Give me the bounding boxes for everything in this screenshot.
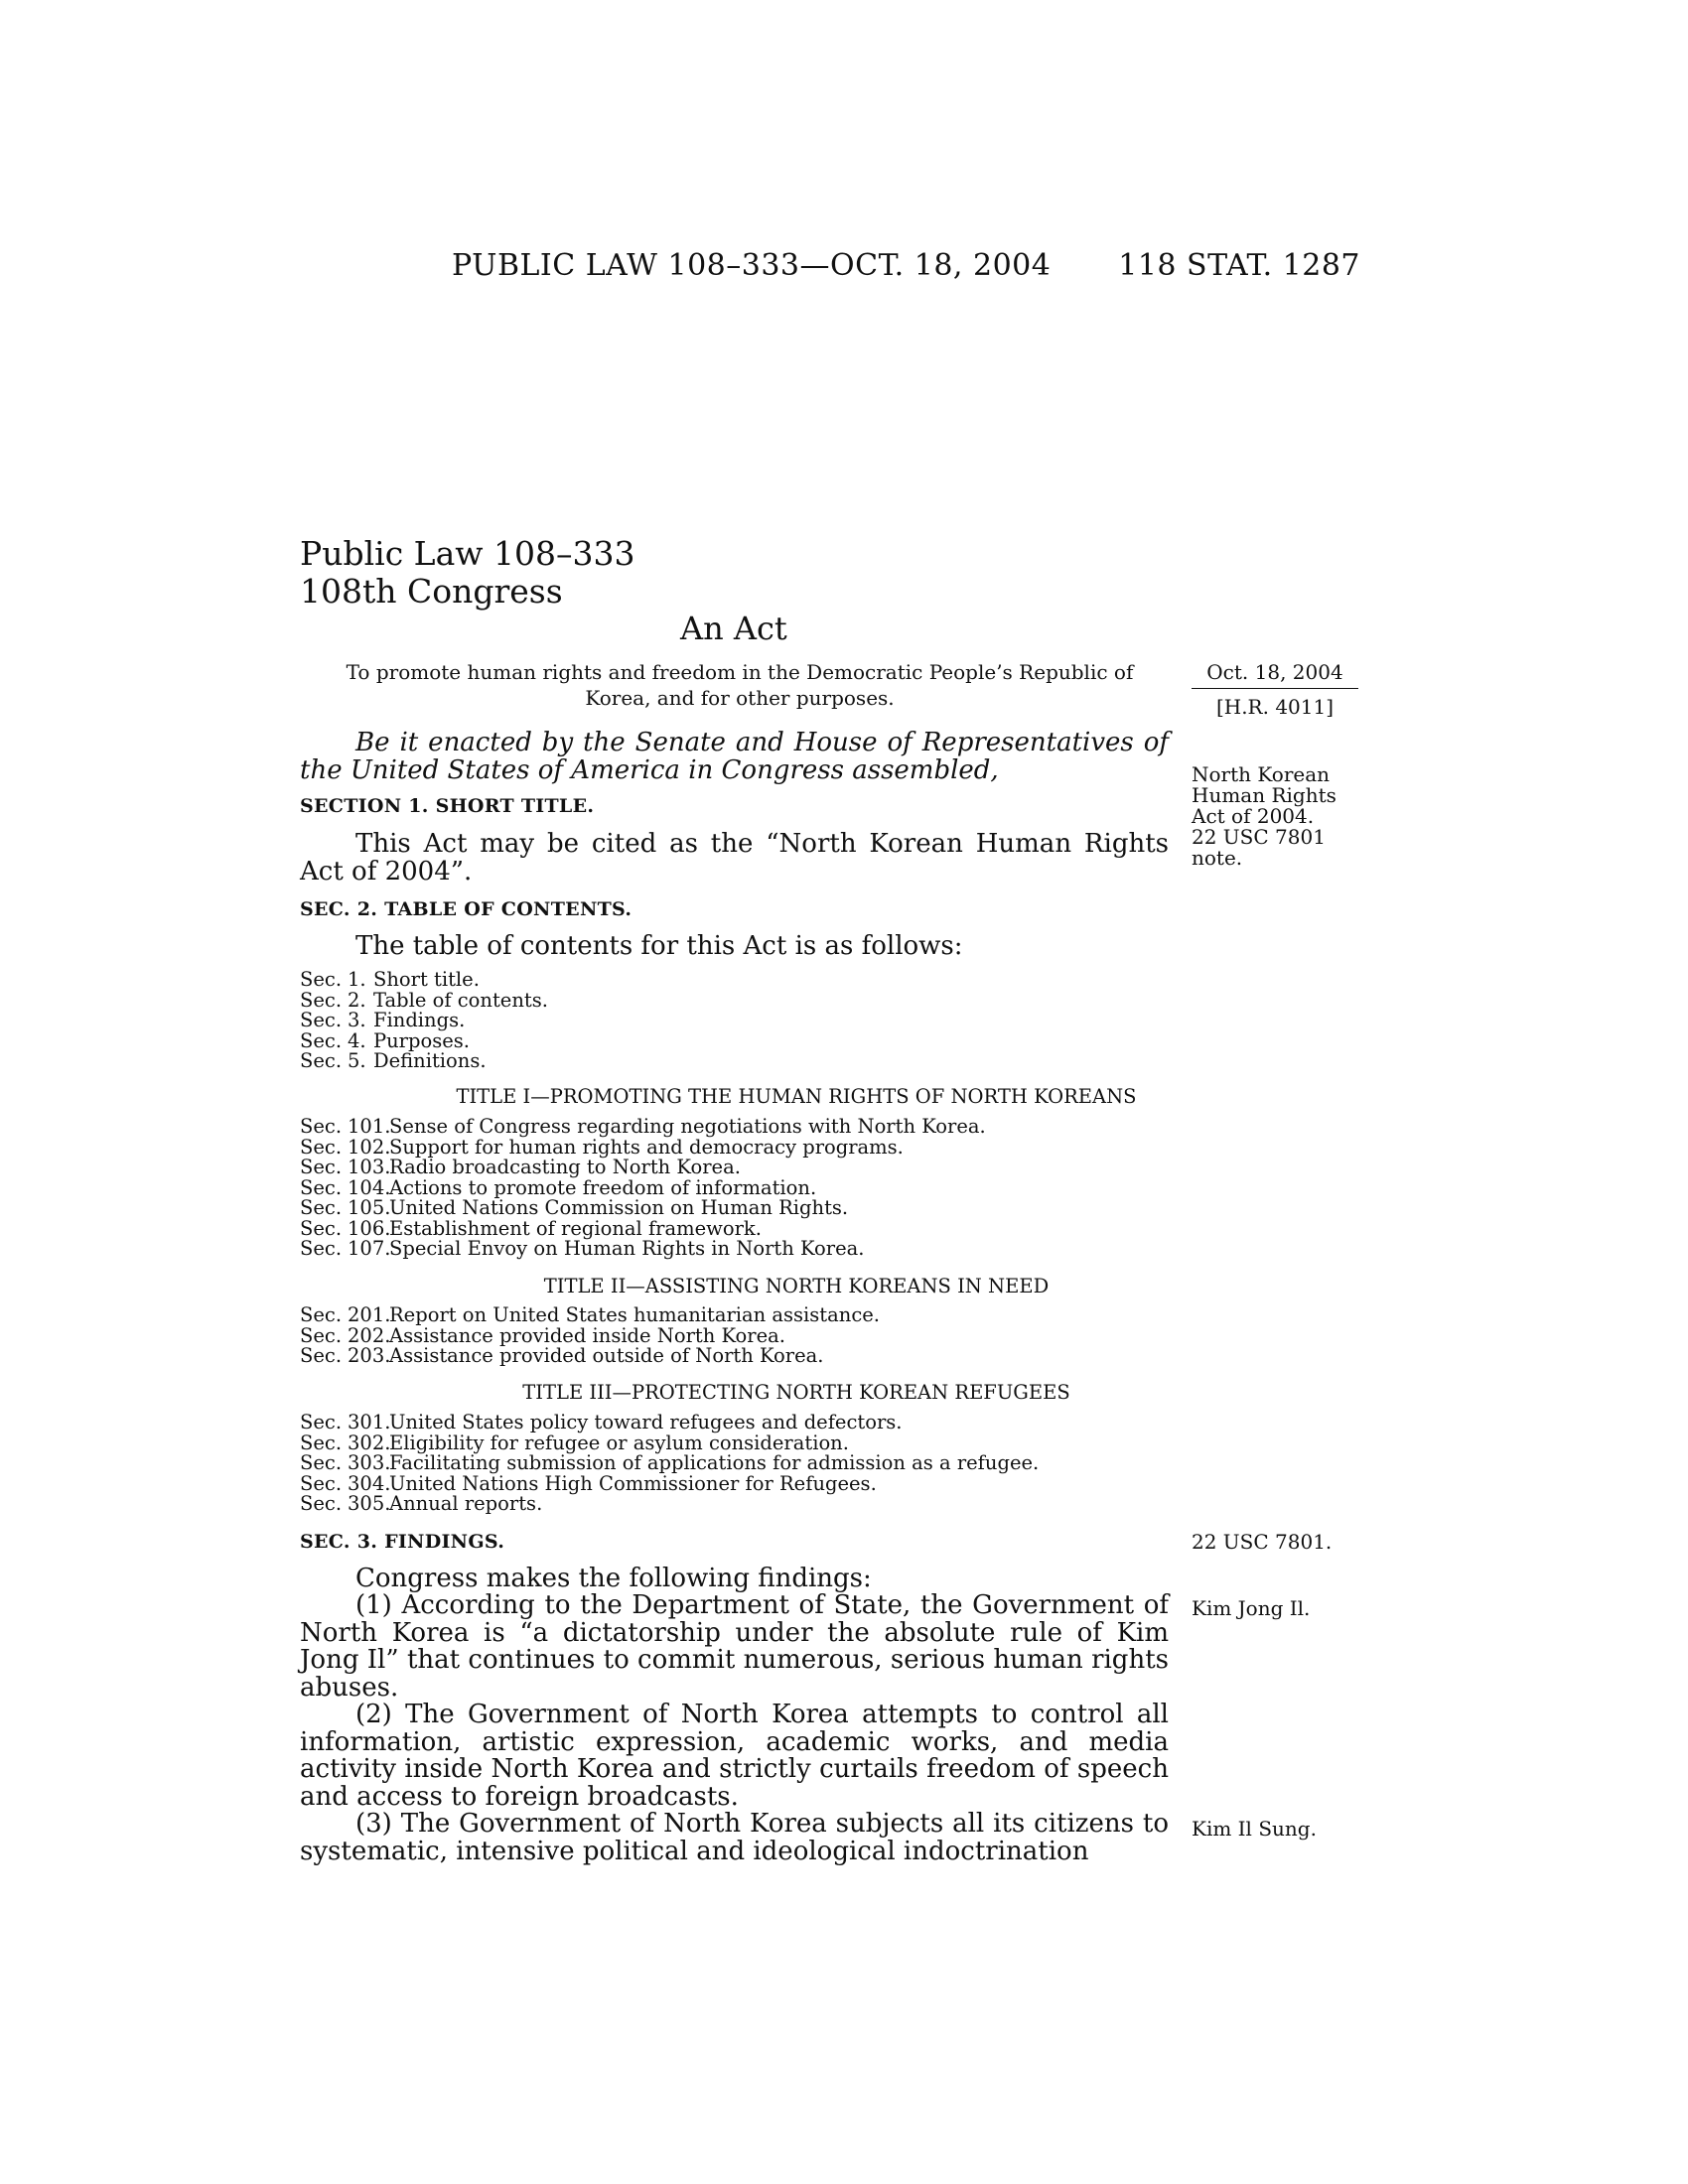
toc-entry-title: United Nations High Commissioner for Refugees. bbox=[389, 1471, 877, 1495]
finding-2: (2) The Government of North Korea attempts to control all information, artistic expression, academic works, and media activity inside North Korea and strictly curtails freedom of speech and access to foreign broadcasts. bbox=[300, 1700, 1169, 1812]
toc-entry bbox=[300, 1494, 1194, 1515]
toc-number: 201. bbox=[348, 1303, 391, 1326]
margin-note-line: note. bbox=[1192, 846, 1243, 870]
toc-sec-label: Sec. bbox=[300, 1028, 343, 1052]
toc-sec-label: Sec. bbox=[300, 1323, 343, 1347]
toc-number: 3. bbox=[348, 1009, 366, 1031]
toc-sec-label: Sec. bbox=[300, 1156, 343, 1178]
toc-entry bbox=[300, 1305, 1194, 1326]
toc-title-1-list bbox=[300, 1117, 1194, 1260]
toc-number: 304. bbox=[348, 1471, 391, 1495]
toc-sec-label: Sec. bbox=[300, 1344, 343, 1367]
act-purpose: To promote human rights and freedom in the Democratic People’s Republic of Korea, and for other purposes. bbox=[346, 660, 1134, 710]
toc-sec-label: Sec. bbox=[300, 1175, 343, 1199]
section-3-margin-note: 22 USC 7801. bbox=[1192, 1530, 1333, 1554]
margin-note-line: 22 USC 7801 bbox=[1192, 825, 1326, 849]
enacting-clause: Be it enacted by the Senate and House of Representatives of the United States of America in Congress assembled, bbox=[300, 728, 1169, 785]
toc-sec-label: Sec. bbox=[300, 1196, 343, 1219]
toc-sec-label: Sec. bbox=[300, 1009, 343, 1031]
toc-entry-title: Support for human rights and democracy programs. bbox=[389, 1135, 904, 1159]
toc-entry bbox=[300, 1216, 1194, 1240]
statute-page-number: 118 STAT. 1287 bbox=[1118, 248, 1360, 283]
toc-number: 106. bbox=[348, 1216, 391, 1240]
toc-sec-label: Sec. bbox=[300, 1216, 343, 1240]
toc-number: 302. bbox=[348, 1431, 391, 1454]
toc-sec-label: Sec. bbox=[300, 1451, 343, 1474]
section-1-text: This Act may be cited as the “North Korean Human Rights Act of 2004”. bbox=[300, 829, 1169, 887]
section-2-intro: The table of contents for this Act is as follows: bbox=[355, 931, 963, 961]
toc-number: 305. bbox=[348, 1492, 391, 1515]
toc-entry-title: Eligibility for refugee or asylum consideration. bbox=[389, 1431, 849, 1454]
section-1-heading: SECTION 1. SHORT TITLE. bbox=[300, 795, 595, 817]
toc-entry bbox=[300, 1453, 1194, 1474]
toc-entry-title: Sense of Congress regarding negotiations with North Korea. bbox=[389, 1115, 986, 1138]
margin-note-line: North Korean bbox=[1192, 762, 1331, 786]
toc-title-3-list bbox=[300, 1413, 1194, 1515]
toc-entry-title: Purposes. bbox=[373, 1028, 470, 1052]
toc-entry-title: United States policy toward refugees and defectors. bbox=[389, 1411, 903, 1433]
toc-entry-title: United Nations Commission on Human Rights. bbox=[389, 1196, 849, 1219]
margin-note-line: Human Rights bbox=[1192, 783, 1336, 807]
toc-number: 303. bbox=[348, 1451, 391, 1474]
toc-entry-title: Definitions. bbox=[373, 1049, 487, 1072]
enactment-date-note: Oct. 18, 2004 bbox=[1206, 660, 1343, 684]
toc-title-1-heading: TITLE I—PROMOTING THE HUMAN RIGHTS OF NORTH KOREANS bbox=[456, 1085, 1137, 1108]
toc-entry bbox=[300, 1471, 1194, 1495]
finding-3: (3) The Government of North Korea subjects all its citizens to systematic, intensive political and ideological indoctrination bbox=[300, 1809, 1169, 1866]
toc-sec-label: Sec. bbox=[300, 1411, 343, 1433]
toc-entry-title: Findings. bbox=[373, 1009, 466, 1031]
toc-sec-label: Sec. bbox=[300, 1471, 343, 1495]
toc-general-list bbox=[300, 970, 1194, 1072]
act-heading: An Act bbox=[680, 610, 787, 647]
toc-entry-title: Annual reports. bbox=[389, 1492, 543, 1515]
toc-number: 101. bbox=[348, 1115, 391, 1138]
running-head: PUBLIC LAW 108–333—OCT. 18, 2004 bbox=[452, 248, 1052, 283]
toc-entry bbox=[300, 1239, 1194, 1260]
toc-number: 104. bbox=[348, 1175, 391, 1199]
toc-number: 2. bbox=[348, 988, 366, 1012]
toc-entry-title: Actions to promote freedom of information. bbox=[389, 1175, 817, 1199]
section-3-heading: SEC. 3. FINDINGS. bbox=[300, 1531, 505, 1553]
toc-entry bbox=[300, 988, 1194, 1012]
toc-entry-title: Short title. bbox=[373, 968, 480, 991]
toc-entry bbox=[300, 1198, 1194, 1219]
toc-title-2-heading: TITLE II—ASSISTING NORTH KOREANS IN NEED bbox=[543, 1275, 1050, 1297]
toc-sec-label: Sec. bbox=[300, 1237, 343, 1260]
toc-sec-label: Sec. bbox=[300, 988, 343, 1012]
toc-entry-title: Radio broadcasting to North Korea. bbox=[389, 1156, 741, 1178]
toc-number: 203. bbox=[348, 1344, 391, 1367]
margin-note-line: Act of 2004. bbox=[1192, 804, 1315, 828]
margin-rule bbox=[1192, 688, 1358, 689]
toc-entry bbox=[300, 1413, 1194, 1433]
toc-sec-label: Sec. bbox=[300, 1135, 343, 1159]
toc-sec-label: Sec. bbox=[300, 968, 343, 991]
toc-entry bbox=[300, 1011, 1194, 1031]
toc-number: 102. bbox=[348, 1135, 391, 1159]
bill-number-note: [H.R. 4011] bbox=[1215, 695, 1335, 719]
toc-sec-label: Sec. bbox=[300, 1115, 343, 1138]
toc-sec-label: Sec. bbox=[300, 1492, 343, 1515]
toc-entry bbox=[300, 1135, 1194, 1159]
finding-3-margin-note: Kim Il Sung. bbox=[1192, 1817, 1317, 1841]
toc-entry-title: Report on United States humanitarian assistance. bbox=[389, 1303, 880, 1326]
congress-label: 108th Congress bbox=[300, 572, 563, 611]
toc-entry bbox=[300, 1117, 1194, 1138]
toc-number: 105. bbox=[348, 1196, 391, 1219]
finding-1-margin-note: Kim Jong Il. bbox=[1192, 1596, 1311, 1620]
toc-number: 301. bbox=[348, 1411, 391, 1433]
toc-entry bbox=[300, 1346, 1194, 1367]
toc-entry-title: Table of contents. bbox=[373, 988, 548, 1012]
toc-entry-title: Facilitating submission of applications for admission as a refugee. bbox=[389, 1451, 1040, 1474]
toc-entry bbox=[300, 1051, 1194, 1072]
toc-number: 107. bbox=[348, 1237, 391, 1260]
toc-entry bbox=[300, 970, 1194, 991]
toc-sec-label: Sec. bbox=[300, 1431, 343, 1454]
toc-entry-title: Assistance provided outside of North Korea. bbox=[389, 1344, 824, 1367]
section-1-margin-note bbox=[1192, 764, 1350, 869]
findings-intro: Congress makes the following findings: bbox=[355, 1564, 872, 1593]
toc-sec-label: Sec. bbox=[300, 1049, 343, 1072]
toc-sec-label: Sec. bbox=[300, 1303, 343, 1326]
toc-title-3-heading: TITLE III—PROTECTING NORTH KOREAN REFUGEES bbox=[522, 1381, 1070, 1404]
section-2-heading: SEC. 2. TABLE OF CONTENTS. bbox=[300, 898, 633, 920]
toc-number: 202. bbox=[348, 1323, 391, 1347]
toc-number: 1. bbox=[348, 968, 366, 991]
toc-entry-title: Assistance provided inside North Korea. bbox=[389, 1323, 785, 1347]
toc-number: 4. bbox=[348, 1028, 366, 1052]
toc-entry bbox=[300, 1028, 1194, 1052]
toc-entry bbox=[300, 1158, 1194, 1178]
finding-1: (1) According to the Department of State, the Government of North Korea is “a dictatorship under the absolute rule of Kim Jong Il” that continues to commit numerous, serious human rights abuses. bbox=[300, 1590, 1169, 1703]
toc-entry bbox=[300, 1323, 1194, 1347]
toc-entry bbox=[300, 1175, 1194, 1199]
toc-number: 5. bbox=[348, 1049, 366, 1072]
toc-entry-title: Establishment of regional framework. bbox=[389, 1216, 762, 1240]
public-law-title: Public Law 108–333 bbox=[300, 534, 635, 573]
toc-entry bbox=[300, 1433, 1194, 1454]
toc-entry-title: Special Envoy on Human Rights in North Korea. bbox=[389, 1237, 865, 1260]
toc-number: 103. bbox=[348, 1156, 391, 1178]
toc-title-2-list bbox=[300, 1305, 1194, 1367]
